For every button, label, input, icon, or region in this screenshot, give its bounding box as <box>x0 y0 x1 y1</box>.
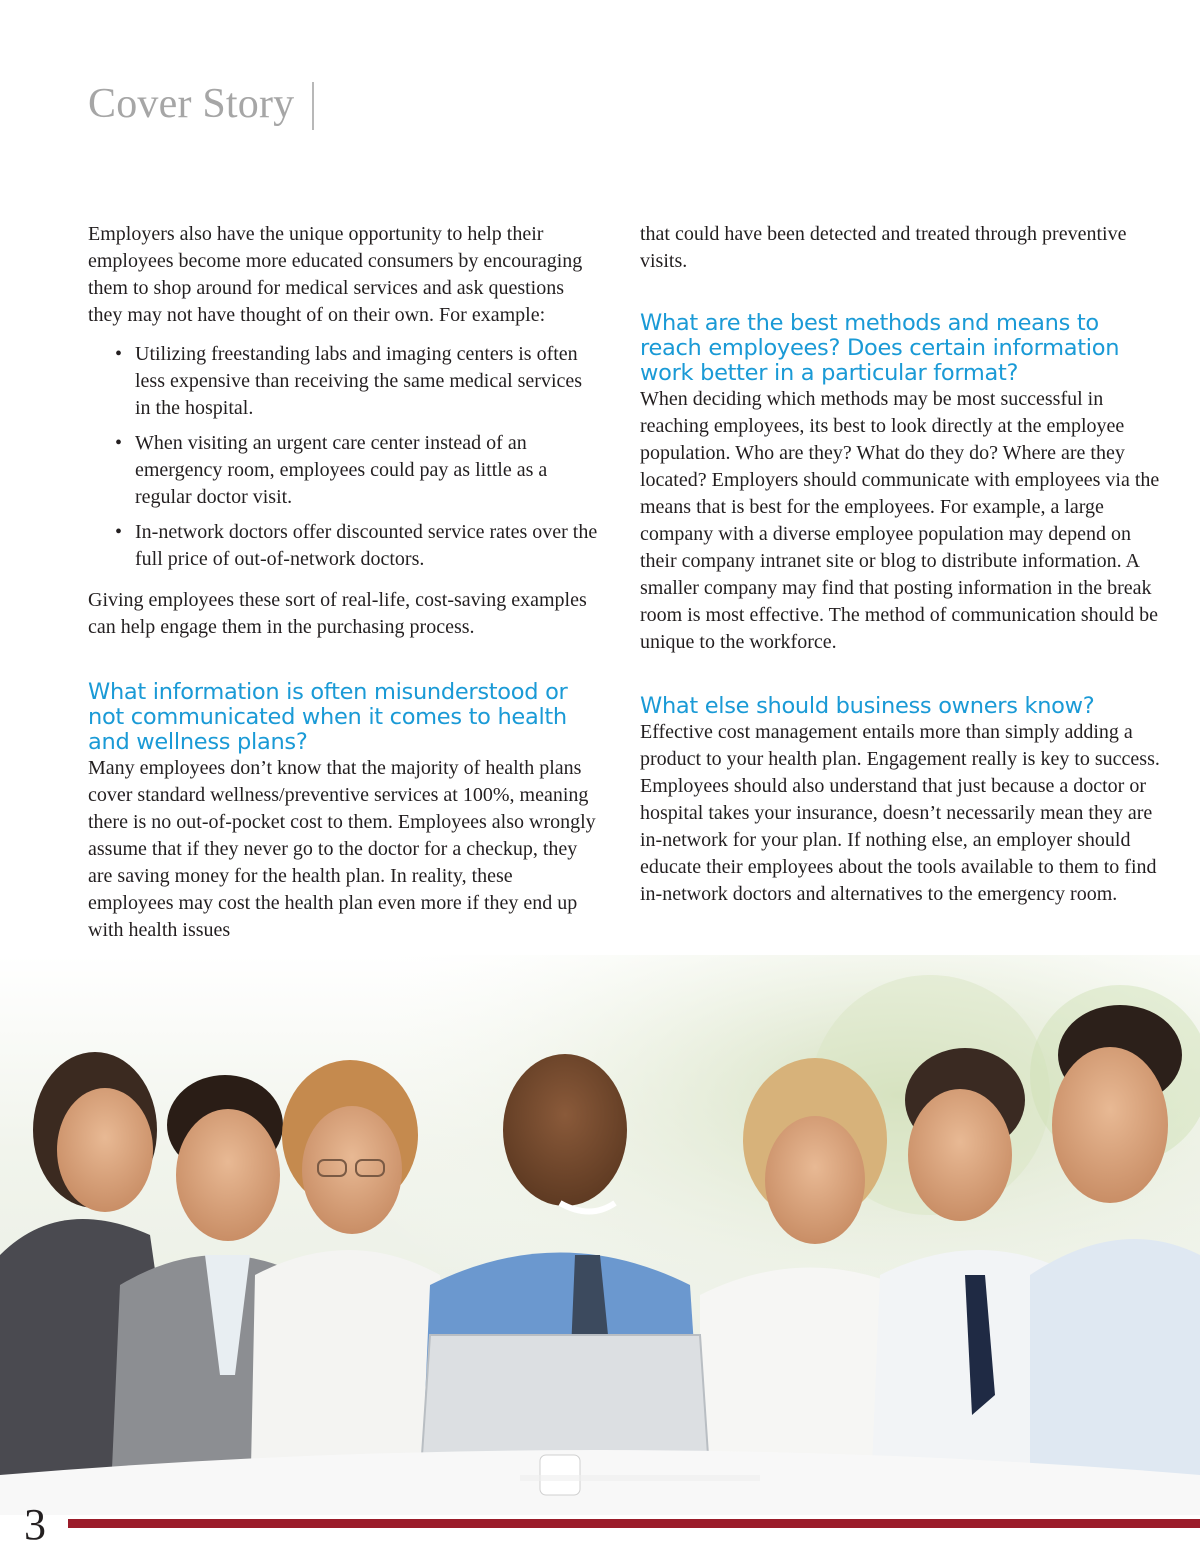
footer-rule <box>68 1519 1200 1528</box>
bullet-icon: • <box>115 432 123 454</box>
heading-methods: What are the best methods and means to reach employees? Does certain information work better in a particular format? <box>640 310 1120 386</box>
page-number: 3 <box>24 1500 46 1549</box>
list-item: • Utilizing freestanding labs and imaging centers is often less expensive than receiving the same medical services in the hospital. <box>115 343 583 419</box>
business-owners-body: Effective cost management entails more than simply adding a product to your health plan. Engagement really is key to success. Employees should also understand that just because a doctor or hospital takes your insurance, doesn’t necessarily mean they are in-network for your plan. If nothing else, an employer should educate their employees about the tools available to them to find in-network doctors and alternatives to the emergency room. <box>640 721 1160 905</box>
continuation-paragraph: that could have been detected and treated through preventive visits. <box>640 223 1127 272</box>
bullet-icon: • <box>115 521 123 543</box>
section-label: Cover Story <box>88 81 295 127</box>
misunderstood-body: Many employees don’t know that the majority of health plans cover standard wellness/preventive services at 100%, meaning there is no out-of-pocket cost to them. Employees also wrongly assume that if they never go to the doctor for a checkup, they are saving money for the health plan. In reality, these employees may cost the health plan even more if they end up with health issues <box>88 757 596 941</box>
closing-paragraph: Giving employees these sort of real-life, cost-saving examples can help engage them in the purchasing process. <box>88 589 587 638</box>
list-item: • When visiting an urgent care center instead of an emergency room, employees could pay as little as a regular doctor visit. <box>115 432 548 508</box>
right-column <box>640 221 1160 908</box>
bullet-icon: • <box>115 343 123 365</box>
left-column <box>88 221 598 944</box>
savings-list <box>88 341 598 573</box>
list-item: • In-network doctors offer discounted service rates over the full price of out-of-network doctors. <box>115 521 598 570</box>
meeting-photo <box>0 955 1200 1515</box>
intro-paragraph: Employers also have the unique opportunity to help their employees become more educated consumers by encouraging them to shop around for medical services and ask questions they may not have thought of on their own. For example: <box>88 223 583 326</box>
heading-misunderstood: What information is often misunderstood or not communicated when it comes to health and wellness plans? <box>88 679 568 755</box>
section-divider <box>312 82 314 130</box>
methods-body: When deciding which methods may be most successful in reaching employees, its best to look directly at the employee population. Who are they? What do they do? Where are they located? Employers should communicate with employees via the means that is best for the employees. For example, a large company with a diverse employee population may depend on their company intranet site or blog to distribute information. A smaller company may find that posting information in the break room is most effective. The method of communication should be unique to the workforce. <box>640 388 1160 653</box>
heading-business-owners: What else should business owners know? <box>640 693 1095 719</box>
